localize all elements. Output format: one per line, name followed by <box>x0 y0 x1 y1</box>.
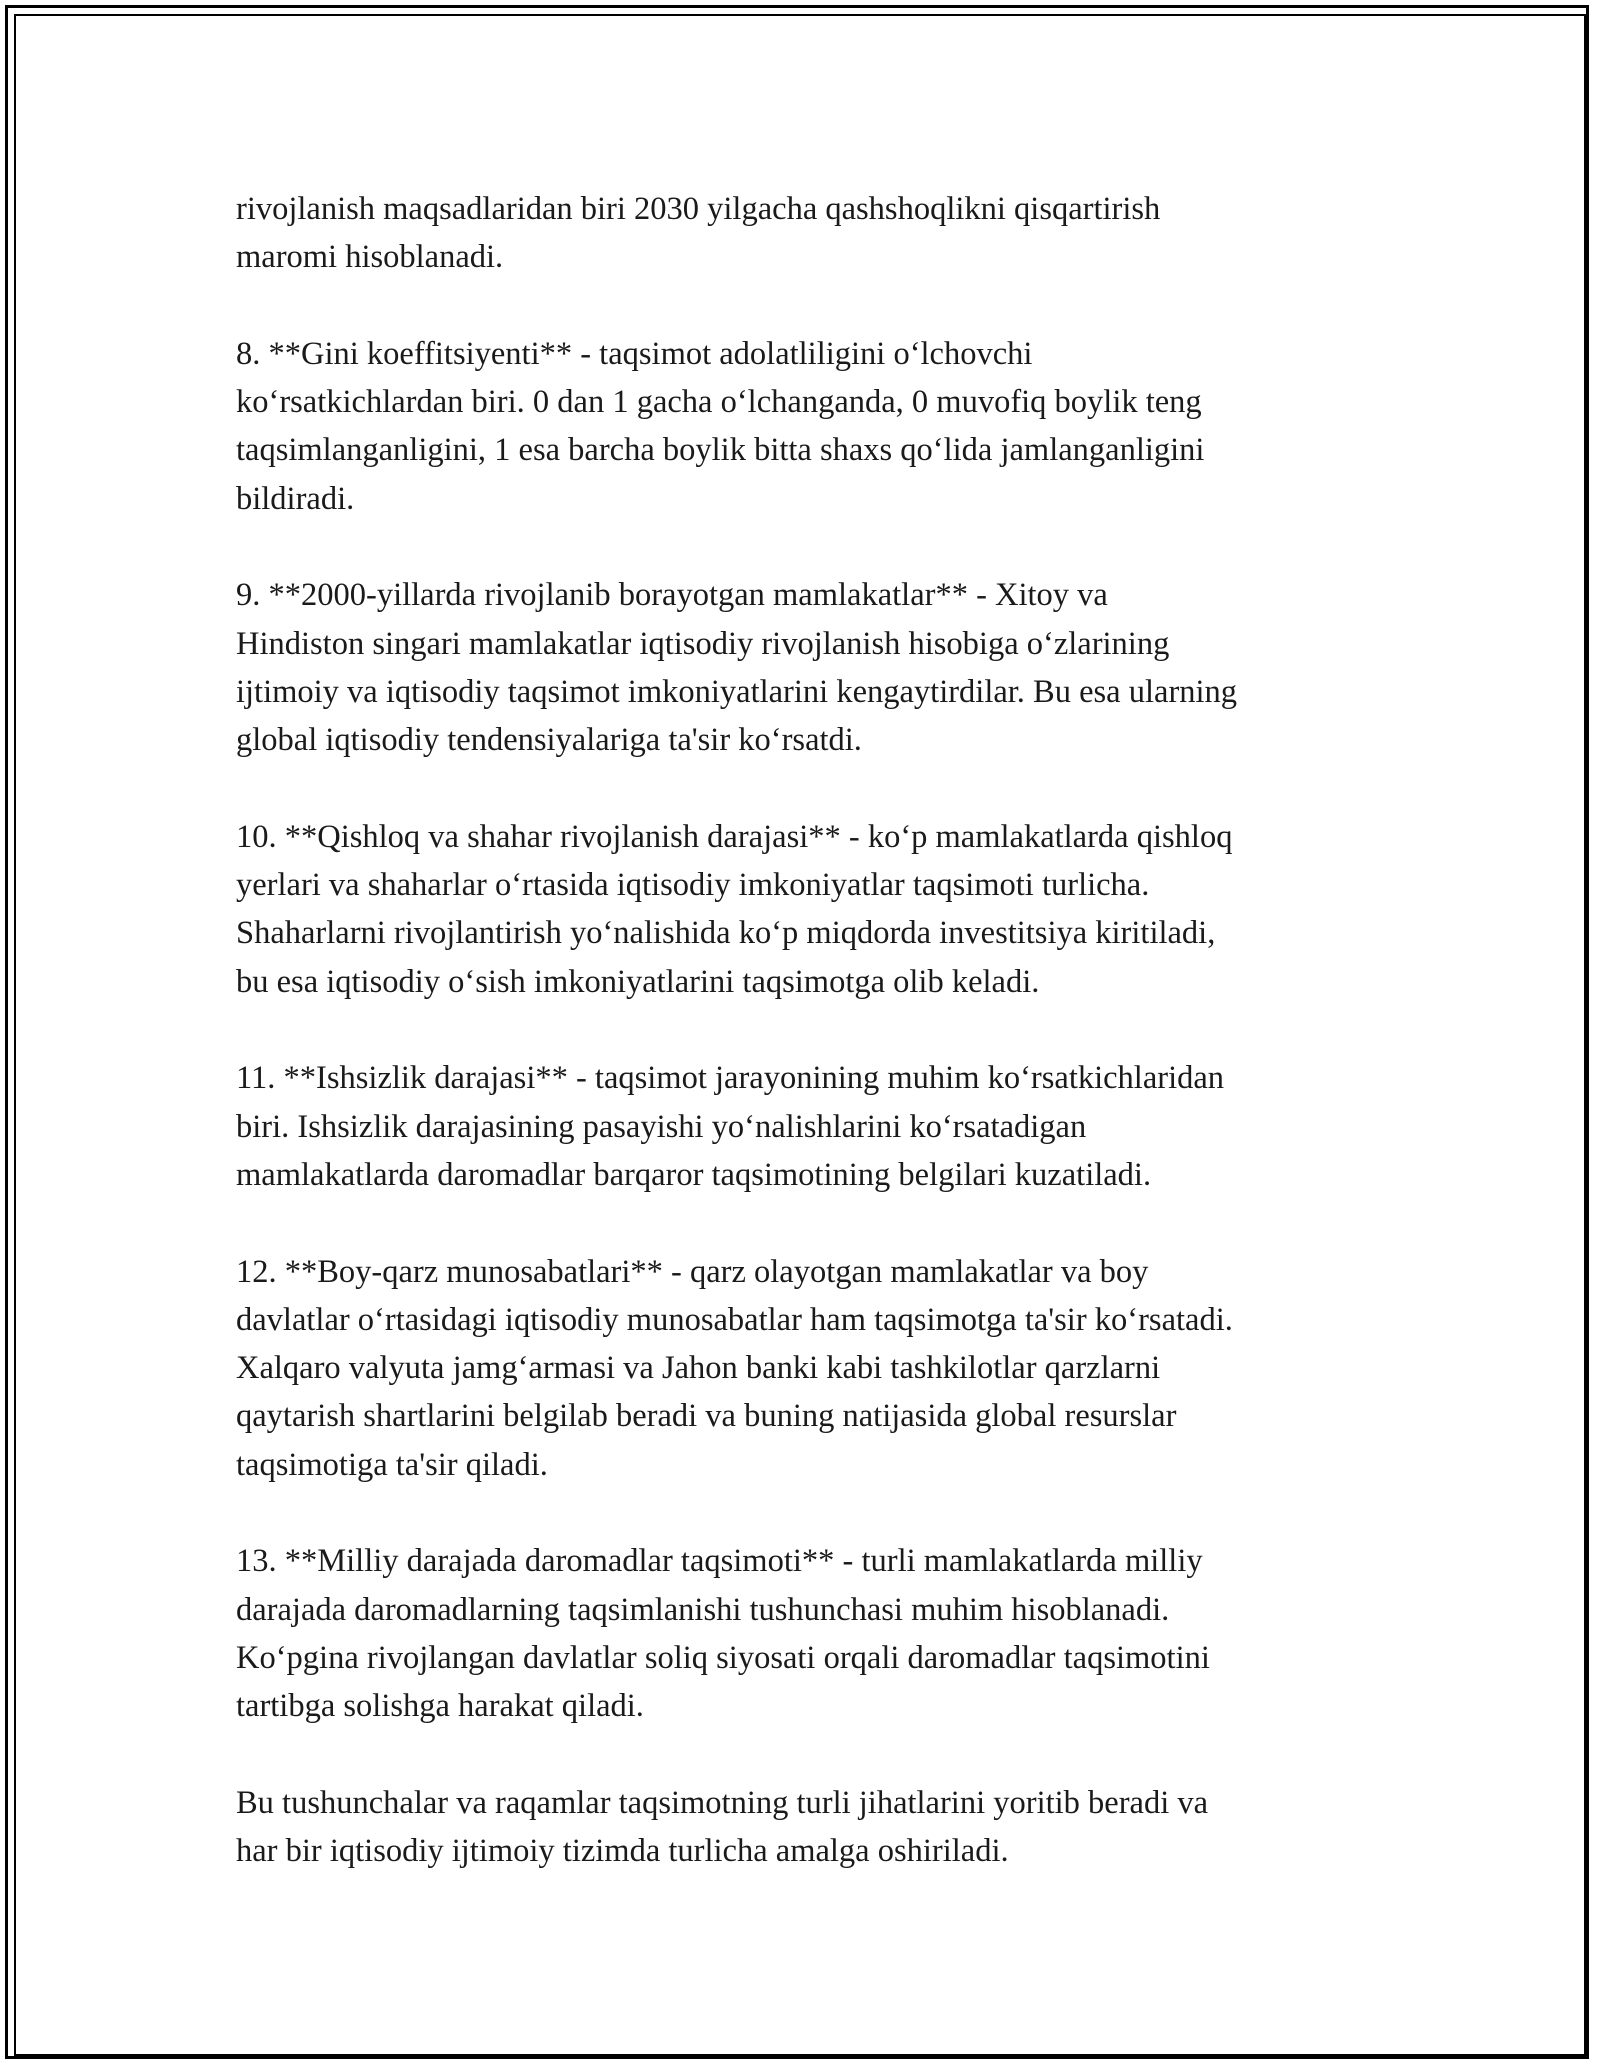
paragraph-conclusion: Bu tushunchalar va raqamlar taqsimotning turli jihatlarini yoritib beradi va har bir iqtisodiy ijtimoiy tizimda turlicha amalga oshiriladi. <box>236 1784 1209 1870</box>
paragraph-item-13: 13. **Milliy darajada daromadlar taqsimoti** - turli mamlakatlarda milliy darajada daromadlarning taqsimlanishi tushunchasi muhim hisoblanadi. Ko‘pgina rivojlangan davlatlar soliq siyosati orqali daromadlar taqsimotini tartibga solishga harakat qiladi. <box>236 1543 1210 1725</box>
paragraph-item-10: 10. **Qishloq va shahar rivojlanish darajasi** - ko‘p mamlakatlarda qishloq yerlari va shaharlar o‘rtasida iqtisodiy imkoniyatlar taqsimoti turlicha. Shaharlarni rivojlantirish yo‘nalishida ko‘p miqdorda investitsiya kiritiladi, bu esa iqtisodiy o‘sish imkoniyatlarini taqsimotga olib keladi. <box>236 818 1233 1000</box>
paragraph-item-11: 11. **Ishsizlik darajasi** - taqsimot jarayonining muhim ko‘rsatkichlaridan biri. Ishsizlik darajasining pasayishi yo‘nalishlarini ko‘rsatadigan mamlakatlarda daromadlar barqaror taqsimotining belgilari kuzatiladi. <box>236 1060 1225 1193</box>
paragraph-item-12: 12. **Boy-qarz munosabatlari** - qarz olayotgan mamlakatlar va boy davlatlar o‘rtasidagi iqtisodiy munosabatlar ham taqsimotga ta'sir ko‘rsatadi. Xalqaro valyuta jamg‘armasi va Jahon banki kabi tashkilotlar qarzlarni qaytarish shartlarini belgilab beradi va buning natijasida global resurslar taqsimotiga ta'sir qiladi. <box>236 1253 1233 1483</box>
paragraph-item-8: 8. **Gini koeffitsiyenti** - taqsimot adolatliligini o‘lchovchi ko‘rsatkichlardan biri. 0 dan 1 gacha o‘lchanganda, 0 muvofiq boylik teng taqsimlanganligini, 1 esa barcha boylik bitta shaxs qo‘lida jamlanganligini bildiradi. <box>236 335 1205 517</box>
paragraph-intro-continuation: rivojlanish maqsadlaridan biri 2030 yilgacha qashshoqlikni qisqartirish maromi hisoblanadi. <box>236 191 1161 276</box>
paragraph-item-9: 9. **2000-yillarda rivojlanib borayotgan mamlakatlar** - Xitoy va Hindiston singari mamlakatlar iqtisodiy rivojlanish hisobiga o‘zlarining ijtimoiy va iqtisodiy taqsimot imkoniyatlarini kengaytirdilar. Bu esa ularning global iqtisodiy tendensiyalariga ta'sir ko‘rsatdi. <box>236 577 1238 759</box>
document-body <box>236 185 1386 1875</box>
